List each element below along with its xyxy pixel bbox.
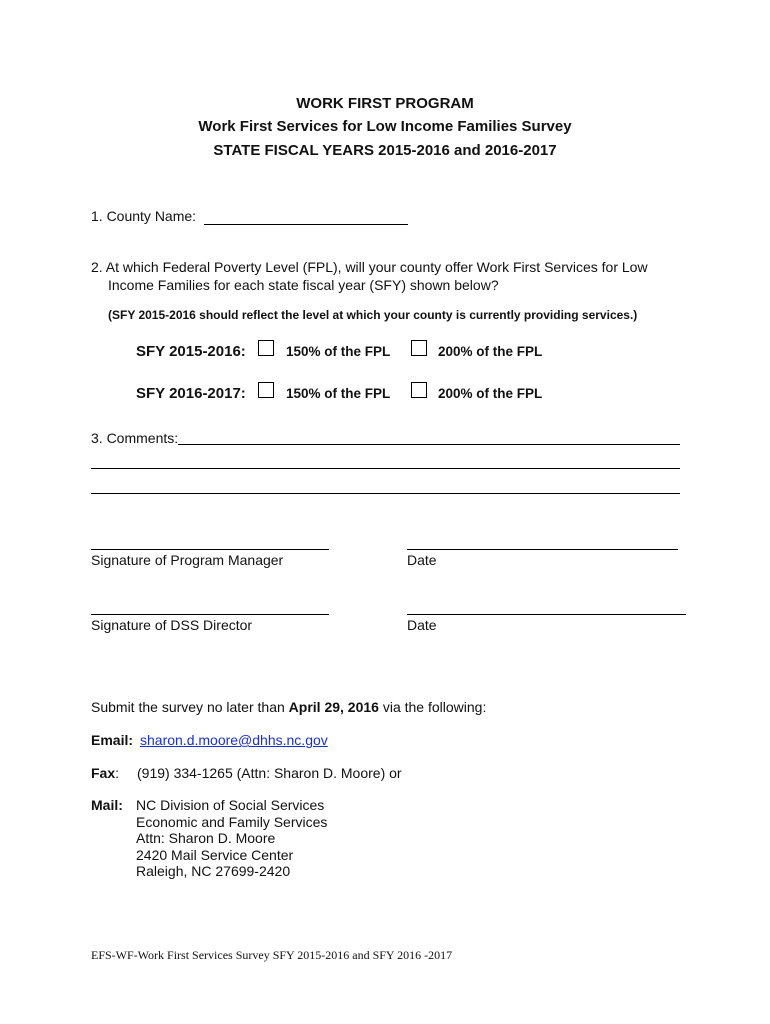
program-manager-signature-line[interactable] [91,549,329,550]
email-label: Email: [91,732,134,748]
comments-field[interactable] [178,444,680,445]
email-link[interactable]: sharon.d.moore@dhhs.nc.gov [140,732,328,748]
date-label-1: Date [407,552,437,568]
sfy-2016-200-checkbox[interactable] [411,382,427,398]
sfy-2016-200-label: 200% of the FPL [438,386,543,401]
county-name-label: 1. County Name: [91,208,197,224]
fax-label: Fax: [91,765,120,781]
sfy-2015-150-checkbox[interactable] [258,340,274,356]
mail-address [136,797,327,880]
sfy-2015-label: SFY 2015-2016: [136,343,246,360]
mail-address-line: Economic and Family Services [136,813,328,830]
mail-label: Mail: [91,797,123,813]
comments-line-3[interactable] [91,493,680,494]
submit-deadline: April 29, 2016 [288,699,379,715]
mail-address-line: 2420 Mail Service Center [136,846,294,863]
date-line-2[interactable] [407,614,686,615]
sfy-2016-150-checkbox[interactable] [258,382,274,398]
fiscal-years-heading: STATE FISCAL YEARS 2015-2016 and 2016-2017 [213,142,557,159]
sfy-2016-label: SFY 2016-2017: [136,385,246,402]
form-subtitle: Work First Services for Low Income Families Survey [198,118,572,135]
fpl-question-line2: Income Families for each state fiscal year (SFY) shown below? [108,277,499,293]
fax-number: (919) 334-1265 (Attn: Sharon D. Moore) or [137,765,402,781]
fpl-question-line1: 2. At which Federal Poverty Level (FPL), will your county offer Work First Services for Low [91,259,648,275]
page-footer: EFS-WF-Work First Services Survey SFY 2015-2016 and SFY 2016 -2017 [91,948,453,962]
sfy-2015-200-checkbox[interactable] [411,340,427,356]
sfy-2015-150-label: 150% of the FPL [286,344,391,359]
county-name-field[interactable] [204,224,408,225]
form-title: WORK FIRST PROGRAM [296,95,474,112]
dss-director-signature-line[interactable] [91,614,329,615]
mail-address-line: Raleigh, NC 27699-2420 [136,863,291,879]
mail-address-line: Attn: Sharon D. Moore [136,830,276,846]
submit-instructions: Submit the survey no later than April 29, 2016 via the following: [91,699,487,715]
comments-line-2[interactable] [91,468,680,469]
sfy-2016-150-label: 150% of the FPL [286,386,391,401]
sfy-2015-200-label: 200% of the FPL [438,344,543,359]
date-label-2: Date [407,617,437,633]
comments-label: 3. Comments: [91,430,179,446]
mail-address-line: NC Division of Social Services [136,797,325,813]
date-line-1[interactable] [407,549,678,550]
fpl-note: (SFY 2015-2016 should reflect the level at which your county is currently providing services.) [108,308,638,322]
dss-director-signature-label: Signature of DSS Director [91,617,253,633]
program-manager-signature-label: Signature of Program Manager [91,552,284,568]
